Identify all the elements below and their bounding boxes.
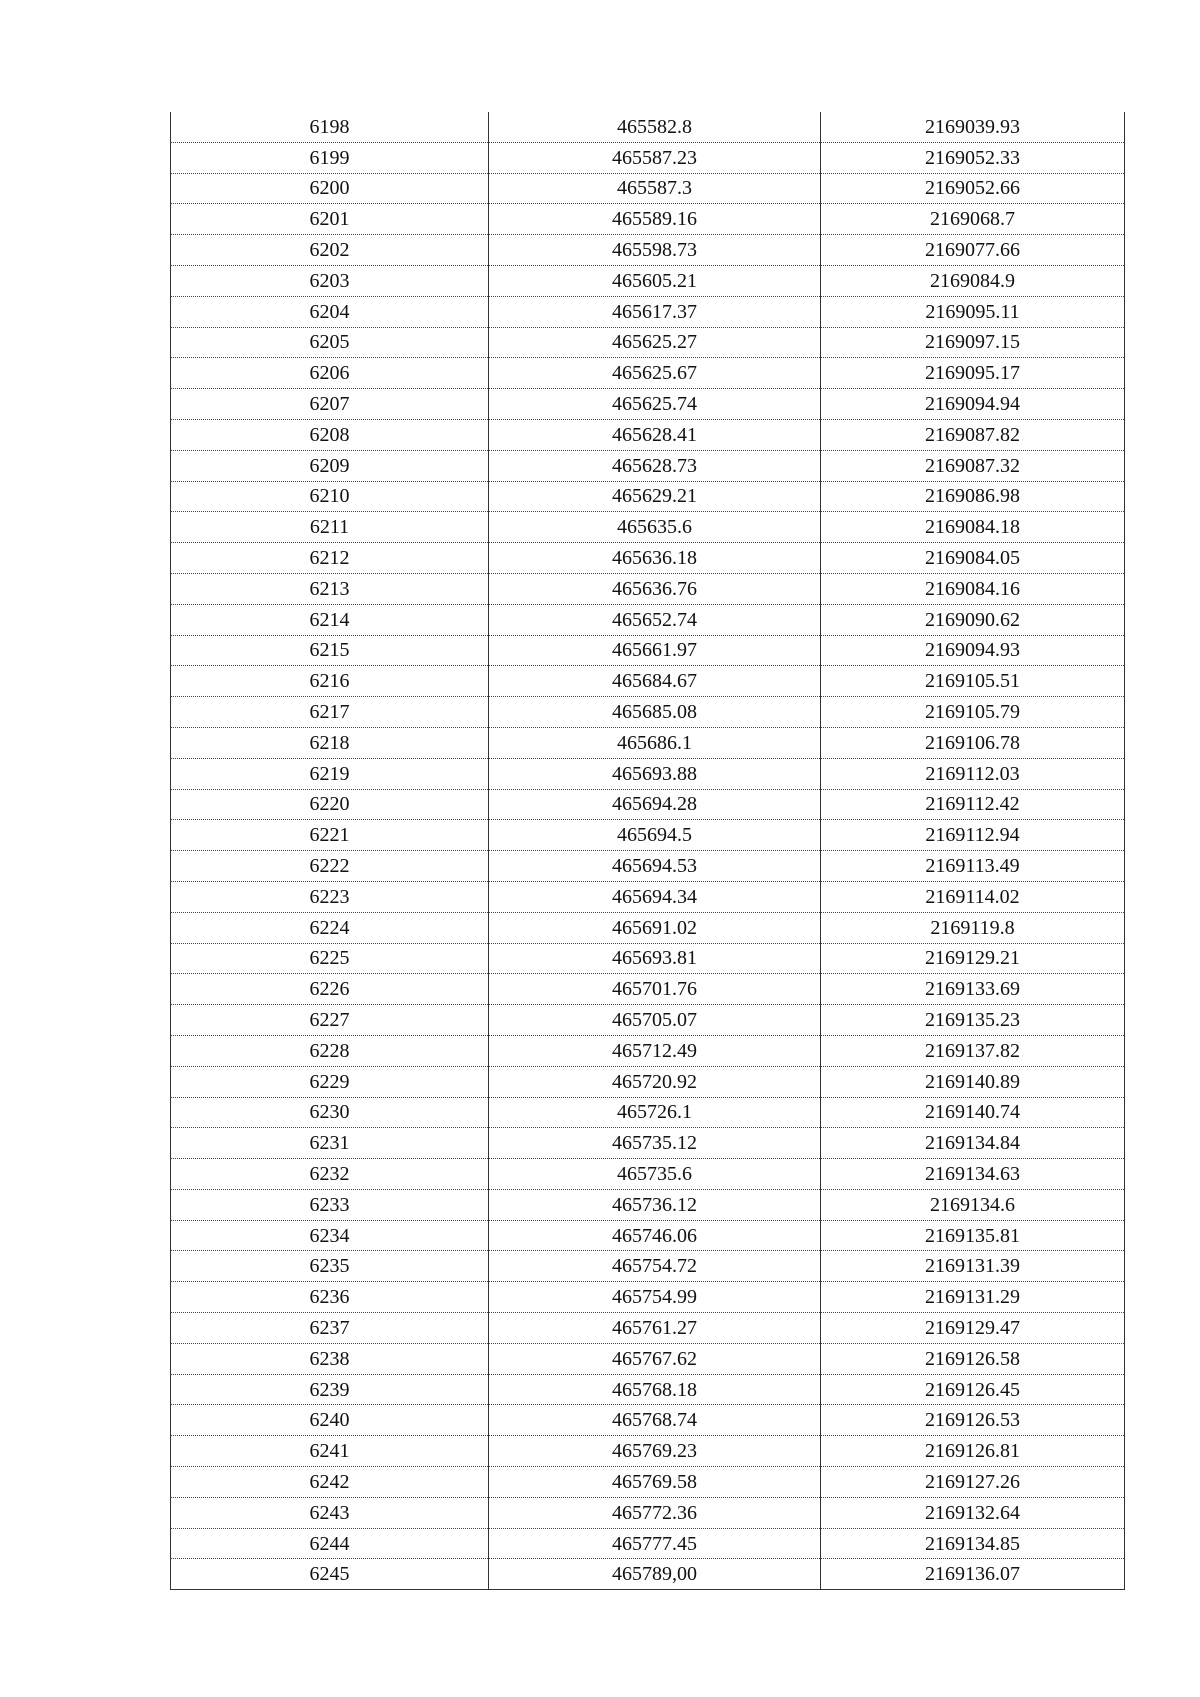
table-row (171, 573, 1125, 604)
x-coordinate-cell: 465635.6 (489, 512, 821, 543)
y-coordinate-cell: 2169087.82 (821, 419, 1125, 450)
y-coordinate-cell: 2169095.17 (821, 358, 1125, 389)
table-row (171, 604, 1125, 635)
point-id-cell: 6201 (171, 204, 489, 235)
y-coordinate-cell: 2169106.78 (821, 727, 1125, 758)
point-id-cell: 6232 (171, 1159, 489, 1190)
x-coordinate-cell: 465694.34 (489, 881, 821, 912)
table-row (171, 881, 1125, 912)
x-coordinate-cell: 465705.07 (489, 1005, 821, 1036)
x-coordinate-cell: 465735.12 (489, 1128, 821, 1159)
table-row (171, 173, 1125, 204)
x-coordinate-cell: 465617.37 (489, 296, 821, 327)
table-row (171, 296, 1125, 327)
point-id-cell: 6210 (171, 481, 489, 512)
table-row (171, 543, 1125, 574)
y-coordinate-cell: 2169134.6 (821, 1189, 1125, 1220)
x-coordinate-cell: 465598.73 (489, 235, 821, 266)
table-row (171, 1497, 1125, 1528)
y-coordinate-cell: 2169131.29 (821, 1282, 1125, 1313)
x-coordinate-cell: 465587.3 (489, 173, 821, 204)
table-row (171, 912, 1125, 943)
table-row (171, 1005, 1125, 1036)
point-id-cell: 6216 (171, 666, 489, 697)
y-coordinate-cell: 2169126.45 (821, 1374, 1125, 1405)
table-row (171, 1066, 1125, 1097)
point-id-cell: 6204 (171, 296, 489, 327)
x-coordinate-cell: 465589.16 (489, 204, 821, 235)
point-id-cell: 6199 (171, 142, 489, 173)
y-coordinate-cell: 2169135.23 (821, 1005, 1125, 1036)
y-coordinate-cell: 2169127.26 (821, 1467, 1125, 1498)
table-row (171, 112, 1125, 142)
point-id-cell: 6241 (171, 1436, 489, 1467)
point-id-cell: 6220 (171, 789, 489, 820)
y-coordinate-cell: 2169084.9 (821, 265, 1125, 296)
x-coordinate-cell: 465694.5 (489, 820, 821, 851)
x-coordinate-cell: 465693.81 (489, 943, 821, 974)
table-row (171, 1159, 1125, 1190)
x-coordinate-cell: 465652.74 (489, 604, 821, 635)
table-row (171, 943, 1125, 974)
x-coordinate-cell: 465720.92 (489, 1066, 821, 1097)
y-coordinate-cell: 2169136.07 (821, 1559, 1125, 1590)
y-coordinate-cell: 2169090.62 (821, 604, 1125, 635)
table-row (171, 142, 1125, 173)
y-coordinate-cell: 2169131.39 (821, 1251, 1125, 1282)
table-row (171, 327, 1125, 358)
y-coordinate-cell: 2169087.32 (821, 450, 1125, 481)
table-row (171, 265, 1125, 296)
table-row (171, 697, 1125, 728)
y-coordinate-cell: 2169084.05 (821, 543, 1125, 574)
x-coordinate-cell: 465726.1 (489, 1097, 821, 1128)
y-coordinate-cell: 2169134.84 (821, 1128, 1125, 1159)
coordinates-table (170, 112, 1125, 1590)
point-id-cell: 6224 (171, 912, 489, 943)
point-id-cell: 6240 (171, 1405, 489, 1436)
point-id-cell: 6198 (171, 112, 489, 142)
point-id-cell: 6236 (171, 1282, 489, 1313)
x-coordinate-cell: 465754.99 (489, 1282, 821, 1313)
y-coordinate-cell: 2169114.02 (821, 881, 1125, 912)
point-id-cell: 6244 (171, 1528, 489, 1559)
table-row (171, 1528, 1125, 1559)
point-id-cell: 6225 (171, 943, 489, 974)
table-row (171, 1128, 1125, 1159)
x-coordinate-cell: 465701.76 (489, 974, 821, 1005)
y-coordinate-cell: 2169077.66 (821, 235, 1125, 266)
y-coordinate-cell: 2169134.63 (821, 1159, 1125, 1190)
point-id-cell: 6226 (171, 974, 489, 1005)
x-coordinate-cell: 465694.28 (489, 789, 821, 820)
table-row (171, 389, 1125, 420)
x-coordinate-cell: 465761.27 (489, 1313, 821, 1344)
point-id-cell: 6227 (171, 1005, 489, 1036)
y-coordinate-cell: 2169112.42 (821, 789, 1125, 820)
x-coordinate-cell: 465628.73 (489, 450, 821, 481)
point-id-cell: 6219 (171, 758, 489, 789)
table-row (171, 1220, 1125, 1251)
table-row (171, 204, 1125, 235)
x-coordinate-cell: 465736.12 (489, 1189, 821, 1220)
table-row (171, 1467, 1125, 1498)
y-coordinate-cell: 2169052.33 (821, 142, 1125, 173)
table-row (171, 727, 1125, 758)
y-coordinate-cell: 2169129.47 (821, 1313, 1125, 1344)
table-row (171, 419, 1125, 450)
y-coordinate-cell: 2169094.94 (821, 389, 1125, 420)
point-id-cell: 6239 (171, 1374, 489, 1405)
x-coordinate-cell: 465685.08 (489, 697, 821, 728)
point-id-cell: 6245 (171, 1559, 489, 1590)
table-row (171, 1405, 1125, 1436)
y-coordinate-cell: 2169097.15 (821, 327, 1125, 358)
table-row (171, 450, 1125, 481)
y-coordinate-cell: 2169126.58 (821, 1343, 1125, 1374)
table-row (171, 358, 1125, 389)
x-coordinate-cell: 465605.21 (489, 265, 821, 296)
y-coordinate-cell: 2169039.93 (821, 112, 1125, 142)
x-coordinate-cell: 465772.36 (489, 1497, 821, 1528)
point-id-cell: 6221 (171, 820, 489, 851)
y-coordinate-cell: 2169105.79 (821, 697, 1125, 728)
x-coordinate-cell: 465769.23 (489, 1436, 821, 1467)
table-row (171, 235, 1125, 266)
y-coordinate-cell: 2169126.81 (821, 1436, 1125, 1467)
x-coordinate-cell: 465582.8 (489, 112, 821, 142)
x-coordinate-cell: 465636.76 (489, 573, 821, 604)
point-id-cell: 6213 (171, 573, 489, 604)
x-coordinate-cell: 465777.45 (489, 1528, 821, 1559)
x-coordinate-cell: 465768.74 (489, 1405, 821, 1436)
x-coordinate-cell: 465789,00 (489, 1559, 821, 1590)
y-coordinate-cell: 2169094.93 (821, 635, 1125, 666)
x-coordinate-cell: 465661.97 (489, 635, 821, 666)
y-coordinate-cell: 2169112.94 (821, 820, 1125, 851)
x-coordinate-cell: 465694.53 (489, 851, 821, 882)
table-row (171, 789, 1125, 820)
point-id-cell: 6212 (171, 543, 489, 574)
x-coordinate-cell: 465735.6 (489, 1159, 821, 1190)
table-row (171, 635, 1125, 666)
y-coordinate-cell: 2169129.21 (821, 943, 1125, 974)
point-id-cell: 6200 (171, 173, 489, 204)
y-coordinate-cell: 2169068.7 (821, 204, 1125, 235)
point-id-cell: 6207 (171, 389, 489, 420)
point-id-cell: 6203 (171, 265, 489, 296)
y-coordinate-cell: 2169052.66 (821, 173, 1125, 204)
point-id-cell: 6228 (171, 1035, 489, 1066)
y-coordinate-cell: 2169086.98 (821, 481, 1125, 512)
point-id-cell: 6222 (171, 851, 489, 882)
table-row (171, 1374, 1125, 1405)
table-row (171, 666, 1125, 697)
point-id-cell: 6242 (171, 1467, 489, 1498)
x-coordinate-cell: 465691.02 (489, 912, 821, 943)
x-coordinate-cell: 465693.88 (489, 758, 821, 789)
point-id-cell: 6205 (171, 327, 489, 358)
y-coordinate-cell: 2169135.81 (821, 1220, 1125, 1251)
x-coordinate-cell: 465712.49 (489, 1035, 821, 1066)
x-coordinate-cell: 465625.27 (489, 327, 821, 358)
point-id-cell: 6211 (171, 512, 489, 543)
x-coordinate-cell: 465636.18 (489, 543, 821, 574)
table-row (171, 1251, 1125, 1282)
point-id-cell: 6223 (171, 881, 489, 912)
table-row (171, 1097, 1125, 1128)
table-row (171, 1035, 1125, 1066)
x-coordinate-cell: 465769.58 (489, 1467, 821, 1498)
table-row (171, 974, 1125, 1005)
y-coordinate-cell: 2169137.82 (821, 1035, 1125, 1066)
y-coordinate-cell: 2169140.89 (821, 1066, 1125, 1097)
y-coordinate-cell: 2169095.11 (821, 296, 1125, 327)
y-coordinate-cell: 2169113.49 (821, 851, 1125, 882)
x-coordinate-cell: 465628.41 (489, 419, 821, 450)
x-coordinate-cell: 465768.18 (489, 1374, 821, 1405)
x-coordinate-cell: 465629.21 (489, 481, 821, 512)
table-row (171, 1436, 1125, 1467)
x-coordinate-cell: 465684.67 (489, 666, 821, 697)
y-coordinate-cell: 2169132.64 (821, 1497, 1125, 1528)
point-id-cell: 6235 (171, 1251, 489, 1282)
table-row (171, 481, 1125, 512)
y-coordinate-cell: 2169119.8 (821, 912, 1125, 943)
coordinates-table-body (171, 112, 1125, 1590)
point-id-cell: 6234 (171, 1220, 489, 1251)
point-id-cell: 6215 (171, 635, 489, 666)
point-id-cell: 6231 (171, 1128, 489, 1159)
point-id-cell: 6208 (171, 419, 489, 450)
table-row (171, 1313, 1125, 1344)
x-coordinate-cell: 465686.1 (489, 727, 821, 758)
x-coordinate-cell: 465625.67 (489, 358, 821, 389)
y-coordinate-cell: 2169126.53 (821, 1405, 1125, 1436)
point-id-cell: 6237 (171, 1313, 489, 1344)
point-id-cell: 6209 (171, 450, 489, 481)
y-coordinate-cell: 2169105.51 (821, 666, 1125, 697)
y-coordinate-cell: 2169084.18 (821, 512, 1125, 543)
table-row (171, 820, 1125, 851)
table-row (171, 1282, 1125, 1313)
y-coordinate-cell: 2169140.74 (821, 1097, 1125, 1128)
point-id-cell: 6218 (171, 727, 489, 758)
point-id-cell: 6202 (171, 235, 489, 266)
table-row (171, 1189, 1125, 1220)
table-row (171, 1343, 1125, 1374)
point-id-cell: 6233 (171, 1189, 489, 1220)
point-id-cell: 6217 (171, 697, 489, 728)
x-coordinate-cell: 465767.62 (489, 1343, 821, 1374)
table-row (171, 758, 1125, 789)
y-coordinate-cell: 2169112.03 (821, 758, 1125, 789)
x-coordinate-cell: 465587.23 (489, 142, 821, 173)
x-coordinate-cell: 465754.72 (489, 1251, 821, 1282)
point-id-cell: 6238 (171, 1343, 489, 1374)
table-row (171, 851, 1125, 882)
point-id-cell: 6214 (171, 604, 489, 635)
y-coordinate-cell: 2169133.69 (821, 974, 1125, 1005)
table-row (171, 512, 1125, 543)
table-row (171, 1559, 1125, 1590)
point-id-cell: 6206 (171, 358, 489, 389)
x-coordinate-cell: 465746.06 (489, 1220, 821, 1251)
point-id-cell: 6243 (171, 1497, 489, 1528)
x-coordinate-cell: 465625.74 (489, 389, 821, 420)
y-coordinate-cell: 2169134.85 (821, 1528, 1125, 1559)
y-coordinate-cell: 2169084.16 (821, 573, 1125, 604)
point-id-cell: 6229 (171, 1066, 489, 1097)
point-id-cell: 6230 (171, 1097, 489, 1128)
